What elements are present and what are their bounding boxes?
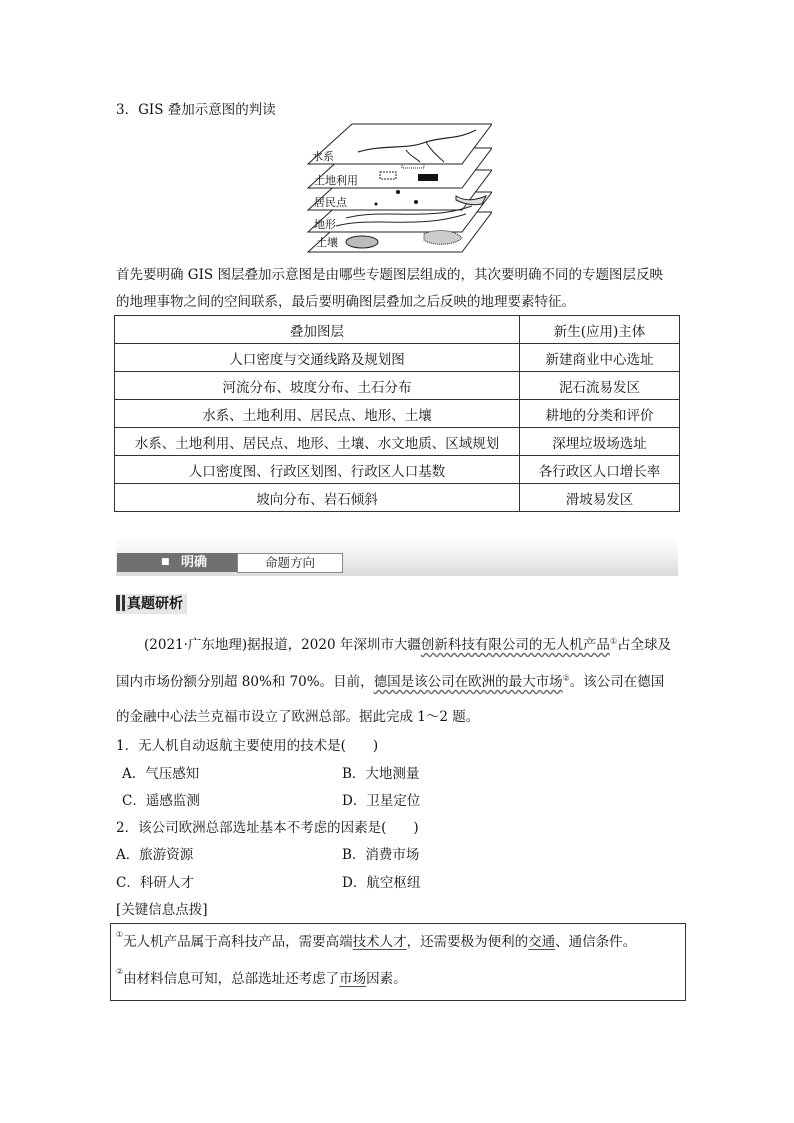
question-1-stem: 1．无人机自动返航主要使用的技术是( ): [116, 738, 379, 754]
table-row: [115, 456, 680, 484]
table-header: 新生(应用)主体: [520, 316, 680, 344]
footnote-mark: ①: [609, 636, 618, 646]
question-1-option-a: A．气压感知: [122, 766, 200, 782]
table-row: [115, 484, 680, 512]
passage-line-3: 的金融中心法兰克福市设立了欧洲总部。据此完成 1～2 题。: [116, 709, 480, 725]
table-cell: 各行政区人口增长率: [520, 456, 680, 484]
diagram-label-soil: 土壤: [316, 237, 338, 249]
passage-line-1: [144, 633, 671, 653]
question-1-option-d: D．卫星定位: [342, 793, 421, 809]
table-cell: 坡向分布、岩石倾斜: [115, 484, 520, 512]
passage-text: 。该公司在德国: [569, 674, 665, 690]
diagram-label-landuse: 土地利用: [314, 175, 358, 187]
key-info-highlight: 市场: [339, 971, 367, 987]
table-cell: 泥石流易发区: [520, 372, 680, 400]
banner-bullet-icon: ■: [161, 557, 170, 567]
footnote-mark: ①: [116, 930, 124, 939]
passage-highlight: 德国是该公司在欧洲的最大市场: [373, 674, 563, 690]
intro-line-2: 的地理事物之间的空间联系，最后要明确图层叠加之后反映的地理要素特征。: [116, 294, 575, 310]
passage-text: 占全球及: [617, 637, 672, 653]
table-cell: 水系、土地利用、居民点、地形、土壤: [115, 400, 520, 428]
table-cell: 水系、土地利用、居民点、地形、土壤、水文地质、区域规划: [115, 428, 520, 456]
key-info-text: 因素。: [366, 971, 407, 987]
table-row: [115, 344, 680, 372]
passage-text: (2021·广东地理)据报道，2020 年深圳市大疆: [144, 637, 421, 653]
table-cell: 滑坡易发区: [520, 484, 680, 512]
key-info-title: [关键信息点拨]: [116, 902, 208, 918]
key-info-text: 无人机产品属于高科技产品，需要高端: [123, 934, 353, 950]
key-info-text: 、通信条件。: [555, 934, 637, 950]
table-row: [115, 372, 680, 400]
subheading-marker-icon: [116, 595, 120, 611]
table-cell: 人口密度与交通线路及规划图: [115, 344, 520, 372]
banner-label-box: [117, 553, 237, 572]
passage-line-2: [116, 670, 664, 690]
table-header: 叠加图层: [115, 316, 520, 344]
diagram-label-terrain: 地形: [314, 219, 336, 231]
question-2-stem: 2．该公司欧洲总部选址基本不考虑的因素是( ): [116, 820, 419, 836]
question-1-option-b: B．大地测量: [342, 766, 420, 782]
banner-tab: 命题方向: [237, 553, 343, 573]
footnote-mark: ②: [116, 967, 124, 976]
passage-text: 国内市场份额分别超 80%和 70%。目前，: [116, 674, 374, 690]
diagram-label-settlement: 居民点: [314, 197, 347, 209]
key-info-text: ，还需要极为便利的: [406, 934, 529, 950]
gis-overlay-diagram: [306, 122, 492, 254]
footnote-mark: ②: [562, 673, 570, 683]
key-info-highlight: 交通: [528, 934, 556, 950]
intro-line-1: 首先要明确 GIS 图层叠加示意图是由哪些专题图层组成的，其次要明确不同的专题图层反映: [116, 267, 663, 283]
question-2-option-a: A．旅游资源: [116, 847, 194, 863]
table-row: [115, 428, 680, 456]
question-2-option-c: C．科研人才: [116, 875, 194, 891]
table-cell: 耕地的分类和评价: [520, 400, 680, 428]
overlay-table: [114, 315, 680, 512]
table-cell: 河流分布、坡度分布、土石分布: [115, 372, 520, 400]
question-1-option-c: C．遥感监测: [122, 793, 200, 809]
table-row: [115, 400, 680, 428]
key-info-line-1: [116, 930, 636, 950]
key-info-text: 由材料信息可知，总部选址还考虑了: [123, 971, 340, 987]
key-info-highlight: 技术人才: [352, 934, 407, 950]
table-cell: 人口密度图、行政区划图、行政区人口基数: [115, 456, 520, 484]
table-header-row: [115, 316, 680, 344]
passage-highlight: 创新科技有限公司的无人机产品: [420, 637, 610, 653]
table-cell: 新建商业中心选址: [520, 344, 680, 372]
banner-label: 明确: [181, 555, 208, 570]
subheading-marker-icon: [122, 595, 125, 611]
section-title: 3．GIS 叠加示意图的判读: [116, 102, 276, 118]
question-2-option-d: D．航空枢纽: [342, 875, 421, 891]
subheading: [116, 594, 187, 614]
question-2-option-b: B．消费市场: [342, 847, 420, 863]
subheading-text: 真题研析: [127, 596, 183, 612]
table-cell: 深埋垃圾场选址: [520, 428, 680, 456]
diagram-label-water: 水系: [312, 151, 334, 163]
key-info-line-2: [116, 967, 407, 987]
